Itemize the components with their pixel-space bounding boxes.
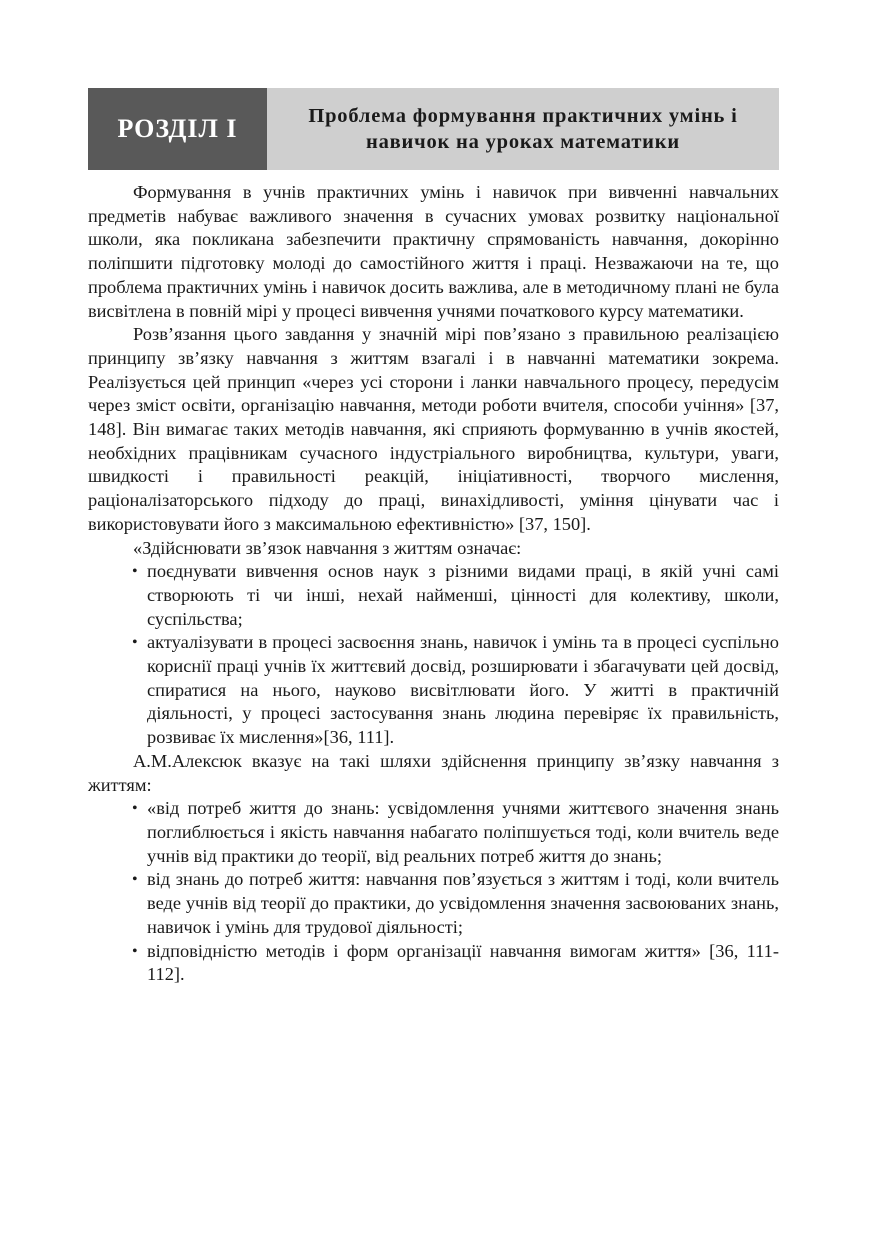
list-item-text: «від потреб життя до знань: усвідомлення учнями життєвого значення знань поглиблюється і якість навчання набагато поліпшується тоді, коли вчитель веде учнів від практики до теорії, від реальних потреб життя до знань; <box>147 798 779 866</box>
list-item <box>132 631 779 750</box>
list-item-text: актуалізувати в процесі засвоєння знань, навичок і умінь та в процесі суспільно кориснії праці учнів їх життєвий досвід, розширювати і збагачувати цей досвід, спиратися на нього, науково висвітлювати його. У житті в практичній діяльності, у процесі застосування знань людина перевіряє їх правильність, розвиває їх мислення»[36, 111]. <box>147 632 779 748</box>
section-title: Проблема формування практичних умінь і навичок на уроках математики <box>267 88 779 170</box>
list-item <box>132 940 779 987</box>
list-item-text: від знань до потреб життя: навчання пов’язується з життям і тоді, коли вчитель веде учнів від теорії до практики, до усвідомлення значення засвоюваних знань, навичок і умінь для трудової діяльності; <box>147 869 779 937</box>
paragraph-1: Формування в учнів практичних умінь і навичок при вивченні навчальних предметів набуває важливого значення в сучасних умовах розвитку національної школи, яка покликана забезпечити практичну спрямованість навчання, докорінно поліпшити підготовку молоді до самостійного життя і праці. Незважаючи на те, що проблема практичних умінь і навичок досить важлива, але в методичному плані не була висвітлена в повній мірі у процесі вивчення учнями початкового курсу математики. <box>88 182 779 321</box>
section-label: РОЗДІЛ І <box>88 88 267 170</box>
bullet-icon: • <box>132 634 138 652</box>
bullet-icon: • <box>132 800 138 818</box>
bullet-list-2 <box>88 797 779 987</box>
bullet-icon: • <box>132 942 138 960</box>
list-item-text: поєднувати вивчення основ наук з різними видами праці, в якій учні самі створюють ті чи інші, нехай найменші, цінності для колективу, школи, суспільства; <box>147 561 779 629</box>
list-item <box>132 560 779 631</box>
bullet-list-1 <box>88 560 779 750</box>
paragraph-3: «Здійснювати зв’язок навчання з життям означає: <box>133 537 522 558</box>
bullet-icon: • <box>132 871 138 889</box>
paragraph-2: Розв’язання цього завдання у значній мірі пов’язано з правильною реалізацією принципу зв’язку навчання з життям взагалі і в навчанні математики зокрема. Реалізується цей принцип «через усі сторони і ланки навчального процесу, передусім через зміст освіти, організацію навчання, методи роботи вчителя, способи учіння» [37, 148]. Він вимагає таких методів навчання, які сприяють формуванню в учнів якостей, необхідних працівникам сучасного індустріального виробництва, культури, уваги, швидкості і правильності реакцій, ініціативності, творчого мислення, раціоналізаторського підходу до праці, винахідливості, уміння цінувати час і використовувати його з максимальною ефективністю» [37, 150]. <box>88 324 779 534</box>
paragraph-4: А.М.Алексюк вказує на такі шляхи здійснення принципу зв’язку навчання з життям: <box>88 750 779 795</box>
list-item <box>132 797 779 868</box>
section-header <box>88 88 779 170</box>
bullet-icon: • <box>132 563 138 581</box>
list-item-text: відповідністю методів і форм організації навчання вимогам життя» [36, 111-112]. <box>147 940 779 985</box>
document-body <box>88 181 779 987</box>
list-item <box>132 868 779 939</box>
